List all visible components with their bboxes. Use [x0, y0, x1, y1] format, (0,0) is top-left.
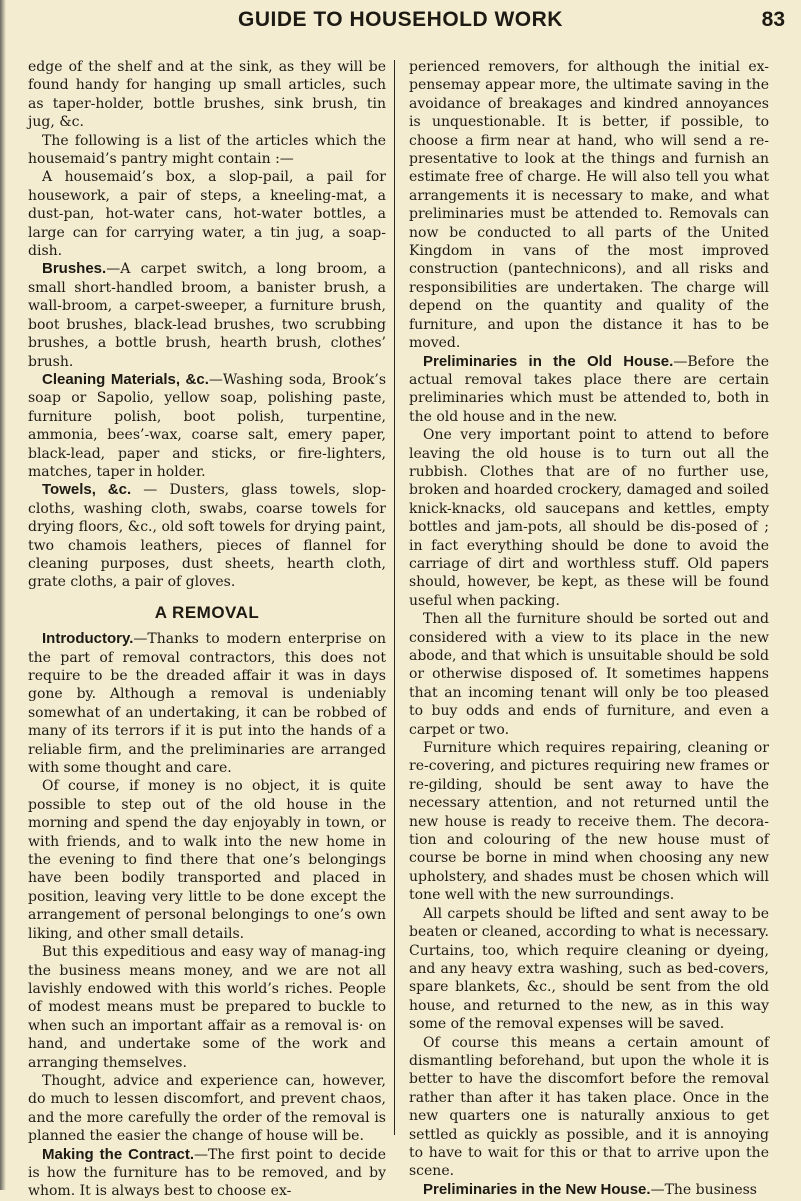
- page-number: 83: [761, 8, 785, 31]
- paragraph-text: — Dusters, glass towels, slop-cloths, washing cloth, swabs, coarse towels for drying floors, &c., old soft towels for drying paint, two chamois leathers, pieces of flannel for cleaning purposes, dust sheets, hearth cloth, grate cloths, a pair of gloves.: [28, 482, 386, 591]
- paragraph-brushes: [28, 260, 386, 370]
- paragraph-text: —A carpet switch, a long broom, a small short-handled broom, a banister brush, a wall-broom, a carpet-sweeper, a furniture brush, boot brushes, black-lead brushes, two scrubbing brushes, a bottle brush, hearth brush, clothes’ brush.: [28, 261, 386, 370]
- paragraph-cleaning: [28, 371, 386, 481]
- paragraph: Then all the furniture should be sorted out and considered with a view to its place in the new abode, and that which is unsuitable should be sold or otherwise disposed of. It sometimes happens that an incoming tenant will only be too pleased to buy odds and ends of furniture, and even a carpet or two.: [409, 611, 769, 738]
- paragraph: One very important point to attend to before leaving the old house is to turn out all the rubbish. Clothes that are of no further use, broken and hoarded crockery, damaged and soiled knick-knacks, old saucepans and kettles, empty bottles and jam-pots, all should be dis-posed of ; in fact everything should be done to avoid the carriage of dirt and worthless stuff. Old papers should, however, be kept, as these will be found useful when packing.: [409, 427, 769, 609]
- paragraph-old-house: [409, 353, 769, 427]
- paragraph-text: —Thanks to modern enterprise on the part of removal contractors, this does not require to be the dreaded affair it was in days gone by. Although a removal is undeniably somewhat of an undertaking, it can be robbed of many of its terrors if it is put into the hands of a reliable firm, and the preliminaries are arranged with some thought and care.: [28, 631, 386, 777]
- page-edge-shadow: [0, 0, 6, 1190]
- running-title: GUIDE TO HOUSEHOLD WORK: [238, 8, 563, 31]
- run-in-heading: Introductory.: [42, 630, 134, 648]
- paragraph: The following is a list of the articles which the housemaid’s pantry might contain :—: [28, 132, 386, 168]
- page-header: [0, 8, 801, 48]
- paragraph: But this expeditious and easy way of manag-ing the business means money, and we are not all lavishly endowed with this world’s riches. People of modest means must be prepared to buckle to when such an important affair as a removal is· on hand, and undertake some of the work and arranging themselves.: [28, 944, 386, 1071]
- paragraph-text: —Washing soda, Brook’s soap or Sapolio, yellow soap, polishing paste, furniture polish, boot polish, turpentine, ammonia, bees’-wax, coarse salt, emery paper, black-lead, paper and sticks, or fire-lighters, matches, taper in holder.: [28, 371, 386, 480]
- paragraph-text: —The first point to decide is how the furniture has to be removed, and by whom. It is always best to choose ex-: [28, 1146, 386, 1200]
- paragraph-towels: [28, 481, 386, 591]
- paragraph: perienced removers, for although the initial ex-pensemay appear more, the ultimate saving in the avoidance of breakages and kindred annoyances is unquestionable. It is better, if possible, to choose a firm near at hand, who will send a re-presentative to look at the things and furnish an estimate free of charge. He will also tell you what arrangements it is necessary to make, and what preliminaries must be attended to. Removals can now be conducted to all parts of the United Kingdom in vans of the most improved construction (pantechnicons), and all risks and responsibilities are undertaken. The charge will depend on the quantity and quality of the furniture, and upon the distance it has to be moved.: [409, 59, 769, 352]
- paragraph-text: —The business: [650, 1181, 757, 1198]
- column-rule: [394, 60, 395, 1135]
- paragraph: Furniture which requires repairing, cleaning or re-covering, and pictures requiring new frames or re-gilding, should be sent away to have the necessary attention, and not returned until the new house is ready to receive them. The decora-tion and colouring of the new house must of course be borne in mind when choosing any new upholstery, and shades must be chosen which will tone well with the new surroundings.: [409, 740, 769, 904]
- run-in-heading: Brushes.: [42, 260, 107, 278]
- run-in-heading: Preliminaries in the Old House.: [423, 352, 674, 370]
- run-in-heading: Making the Contract.: [42, 1145, 195, 1163]
- paragraph: Of course, if money is no object, it is quite possible to step out of the old house in the morning and spend the day enjoyably in town, or with friends, and to walk into the new home in the evening to find there that one’s belongings have been bodily transported and placed in position, leaving very little to be done except the arrangement of personal belongings to one’s own liking, and other small details.: [28, 778, 386, 942]
- run-in-heading: Towels, &c.: [42, 481, 132, 499]
- paragraph: Of course this means a certain amount of dismantling beforehand, but upon the whole it is better to have the discomfort before the removal rather than after it has taken place. Once in the new quarters one is naturally anxious to get settled as quickly as possible, and it is annoying to have to wait for this or that to arrive upon the scene.: [409, 1034, 769, 1180]
- paragraph: A housemaid’s box, a slop-pail, a pail for housework, a pair of steps, a kneeling-mat, a dust-pan, hot-water cans, hot-water bottles, a large can for carrying water, a tin jug, a soap-dish.: [28, 169, 386, 260]
- paragraph-introductory: [28, 630, 386, 777]
- paragraph-text: —Before the actual removal takes place there are certain preliminaries which must be attended to, both in the old house and in the new.: [409, 353, 769, 425]
- paragraph: edge of the shelf and at the sink, as they will be found handy for hanging up small articles, such as taper-holder, bottle brushes, sink brush, tin jug, &c.: [28, 59, 386, 131]
- section-heading: A REMOVAL: [154, 602, 260, 622]
- left-column: [28, 58, 386, 1201]
- paragraph: All carpets should be lifted and sent away to be beaten or cleaned, according to what is necessary. Curtains, too, which require cleaning or dyeing, and any heavy extra washing, such as bed-covers, spare blankets, &c., should be sent from the old house, and returned to the new, as in this way some of the removal expenses will be saved.: [409, 905, 769, 1033]
- paragraph: Thought, advice and experience can, however, do much to lessen discomfort, and prevent chaos, and the more carefully the order of the removal is planned the easier the change of house will be.: [28, 1072, 386, 1145]
- right-column: [409, 58, 769, 1199]
- run-in-heading: Preliminaries in the New House.: [423, 1180, 651, 1198]
- paragraph-contract: [28, 1146, 386, 1201]
- run-in-heading: Cleaning Materials, &c.: [42, 370, 209, 388]
